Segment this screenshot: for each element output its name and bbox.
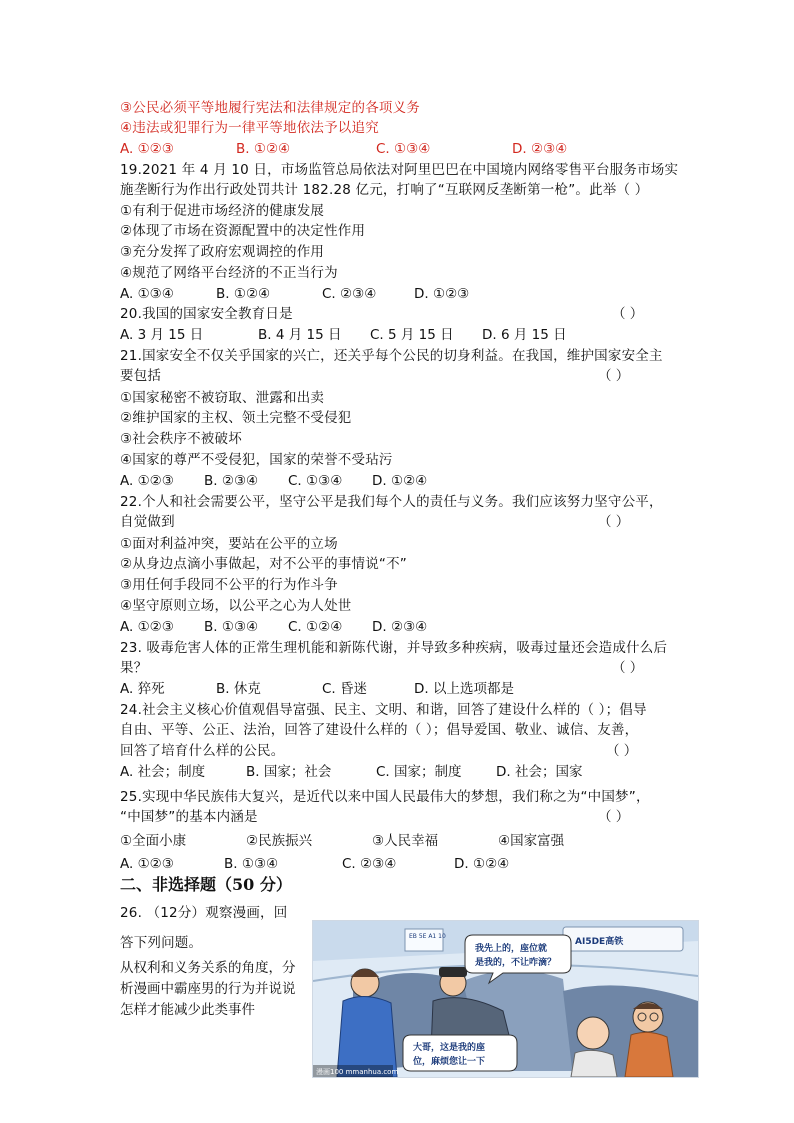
q19-option-c[interactable]: C. ②③④ [322, 286, 377, 302]
q25-item-1: ①全面小康 [120, 833, 187, 849]
train-sign: AI5DE高铁 [575, 937, 624, 947]
q24-answer-blank[interactable]: （ ） [606, 743, 638, 759]
speech-bubble-top-line1: 我先上的，座位就 [475, 944, 548, 954]
speech-bubble-bottom-line2: 位，麻烦您让一下 [413, 1057, 486, 1067]
speech-bubble-top-line2: 是我的，不让咋滴？ [475, 958, 557, 968]
q24-option-b[interactable]: B. 国家；社会 [246, 764, 332, 780]
q26-prompt: 从权利和义务关系的角度，分析漫画中霸座男的行为并说说怎样才能减少此类事件 [120, 960, 296, 1018]
q20-answer-blank[interactable]: （ ） [612, 306, 644, 322]
q22-stem-line1: 22.个人和社会需要公平，坚守公平是我们每个人的责任与义务。我们应该努力坚守公平， [120, 494, 663, 510]
q23-option-c[interactable]: C. 昏迷 [322, 681, 368, 697]
q18-option-a[interactable]: A. ①②③ [120, 141, 174, 157]
q21-item-2: ②维护国家的主权、领土完整不受侵犯 [120, 410, 352, 426]
q18-item-3: ③公民必须平等地履行宪法和法律规定的各项义务 [120, 100, 421, 116]
q22-item-2: ②从身边点滴小事做起，对不公平的事情说“不” [120, 556, 407, 572]
q21-item-4: ④国家的尊严不受侵犯，国家的荣誉不受玷污 [120, 452, 393, 468]
q21-option-b[interactable]: B. ②③④ [204, 473, 259, 489]
q19-item-2: ②体现了市场在资源配置中的决定性作用 [120, 223, 366, 239]
q25-stem-line1: 25.实现中华民族伟大复兴，是近代以来中国人民最伟大的梦想，我们称之为“中国梦”， [120, 789, 650, 805]
q24-stem-line1: 24.社会主义核心价值观倡导富强、民主、文明、和谐，回答了建设什么样的（ ）；倡导 [120, 702, 647, 718]
q22-option-c[interactable]: C. ①②④ [288, 619, 343, 635]
q22-stem-line2: 自觉做到 [120, 514, 175, 530]
q20-stem: 20.我国的国家安全教育日是 [120, 306, 293, 322]
q21-answer-blank[interactable]: （ ） [598, 368, 630, 384]
q23-stem-line1: 23. 吸毒危害人体的正常生理机能和新陈代谢，并导致多种疾病，吸毒过量还会造成什么后 [120, 640, 668, 656]
comic-watermark: 漫画100 mmanhua.com [316, 1068, 399, 1076]
q23-option-a[interactable]: A. 猝死 [120, 681, 165, 697]
comic-illustration [312, 920, 699, 1078]
q22-option-a[interactable]: A. ①②③ [120, 619, 174, 635]
q25-stem-line2: “中国梦”的基本内涵是 [120, 809, 258, 825]
q24-option-a[interactable]: A. 社会；制度 [120, 764, 206, 780]
seat-number-sign: EB 5E A1 10 [409, 933, 446, 940]
q26-stem-line1: 26. （12分）观察漫画，回 [120, 905, 288, 921]
q24-option-d[interactable]: D. 社会；国家 [496, 764, 583, 780]
q20-option-b[interactable]: B. 4 月 15 日 [258, 327, 342, 343]
q25-option-b[interactable]: B. ①③④ [224, 856, 279, 872]
speech-bubble-bottom-line1: 大哥，这是我的座 [413, 1043, 486, 1053]
q20-option-c[interactable]: C. 5 月 15 日 [370, 327, 454, 343]
q23-answer-blank[interactable]: （ ） [612, 660, 644, 676]
q24-option-c[interactable]: C. 国家；制度 [376, 764, 462, 780]
q21-stem-line1: 21.国家安全不仅关乎国家的兴亡，还关乎每个公民的切身利益。在我国，维护国家安全主 [120, 348, 663, 364]
q25-option-d[interactable]: D. ①②④ [454, 856, 510, 872]
q25-option-c[interactable]: C. ②③④ [342, 856, 397, 872]
q18-item-4: ④违法或犯罪行为一律平等地依法予以追究 [120, 120, 379, 136]
q19-option-a[interactable]: A. ①③④ [120, 286, 174, 302]
q19-stem-line1: 19.2021 年 4 月 10 日，市场监管总局依法对阿里巴巴在中国境内网络零售平台服务市场实 [120, 162, 679, 178]
q21-option-d[interactable]: D. ①②④ [372, 473, 428, 489]
q24-stem-line2: 自由、平等、公正、法治，回答了建设什么样的（ ）；倡导爱国、敬业、诚信、友善， [120, 722, 639, 738]
comic-drawing [313, 921, 698, 1077]
q23-option-b[interactable]: B. 休克 [216, 681, 261, 697]
q23-stem-line2: 果？ [120, 660, 148, 676]
q21-item-1: ①国家秘密不被窃取、泄露和出卖 [120, 390, 325, 406]
q18-option-c[interactable]: C. ①③④ [376, 141, 431, 157]
q21-stem-line2: 要包括 [120, 368, 162, 384]
q22-option-d[interactable]: D. ②③④ [372, 619, 428, 635]
q19-item-4: ④规范了网络平台经济的不正当行为 [120, 265, 338, 281]
q22-item-1: ①面对利益冲突，要站在公平的立场 [120, 536, 338, 552]
q22-item-3: ③用任何手段同不公平的行为作斗争 [120, 577, 338, 593]
q18-option-d[interactable]: D. ②③④ [512, 141, 568, 157]
q18-option-b[interactable]: B. ①②④ [236, 141, 291, 157]
q24-stem-line3: 回答了培育什么样的公民。 [120, 743, 285, 759]
q21-option-c[interactable]: C. ①③④ [288, 473, 343, 489]
q21-item-3: ③社会秩序不被破坏 [120, 431, 242, 447]
q20-option-d[interactable]: D. 6 月 15 日 [482, 327, 567, 343]
q19-item-1: ①有利于促进市场经济的健康发展 [120, 203, 325, 219]
q20-option-a[interactable]: A. 3 月 15 日 [120, 327, 204, 343]
q22-answer-blank[interactable]: （ ） [598, 514, 630, 530]
q23-option-d[interactable]: D. 以上选项都是 [414, 681, 514, 697]
section-two-title: 二、非选择题（50 分） [120, 875, 292, 894]
q26-stem-line2: 答下列问题。 [120, 935, 203, 951]
q25-option-a[interactable]: A. ①②③ [120, 856, 174, 872]
q19-option-d[interactable]: D. ①②③ [414, 286, 470, 302]
q22-item-4: ④坚守原则立场，以公平之心为人处世 [120, 598, 352, 614]
q19-item-3: ③充分发挥了政府宏观调控的作用 [120, 244, 325, 260]
q19-option-b[interactable]: B. ①②④ [216, 286, 271, 302]
q21-option-a[interactable]: A. ①②③ [120, 473, 174, 489]
q19-stem-line2: 施垄断行为作出行政处罚共计 182.28 亿元，打响了“互联网反垄断第一枪”。此举（ ） [120, 182, 649, 198]
q25-item-2: ②民族振兴 [246, 833, 313, 849]
q25-item-3: ③人民幸福 [372, 833, 439, 849]
q22-option-b[interactable]: B. ①③④ [204, 619, 259, 635]
q25-answer-blank[interactable]: （ ） [598, 809, 630, 825]
q25-item-4: ④国家富强 [498, 833, 565, 849]
